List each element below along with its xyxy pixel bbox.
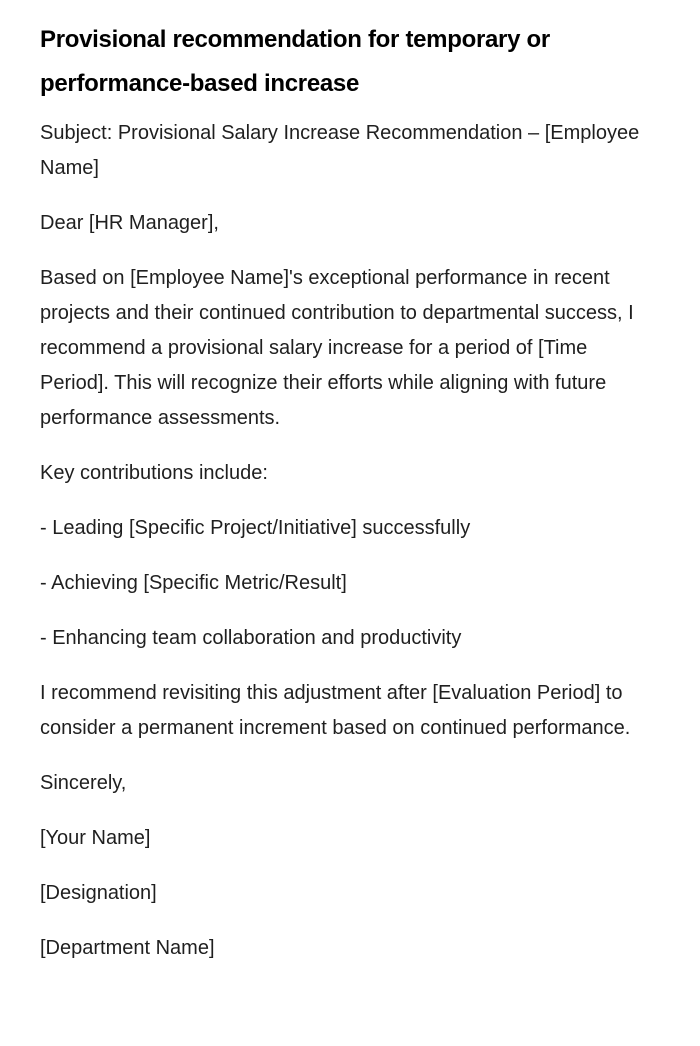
- contribution-item: - Achieving [Specific Metric/Result]: [40, 572, 347, 594]
- closing-paragraph: I recommend revisiting this adjustment after [Evaluation Period] to consider a permanent increment based on continued performance.: [40, 682, 631, 739]
- signature-department: [Department Name]: [40, 937, 215, 959]
- letter-document: [40, 18, 660, 986]
- signature-designation: [Designation]: [40, 882, 157, 904]
- body-paragraph: Based on [Employee Name]'s exceptional performance in recent projects and their continued contribution to departmental success, I recommend a provisional salary increase for a period of [Time Period]. This will recognize their efforts while aligning with future performance assessments.: [40, 267, 634, 429]
- contributions-intro: Key contributions include:: [40, 462, 268, 484]
- document-title: Provisional recommendation for temporary or performance-based increase: [40, 26, 550, 97]
- salutation: Dear [HR Manager],: [40, 212, 219, 234]
- subject-line: Subject: Provisional Salary Increase Recommendation – [Employee Name]: [40, 122, 640, 179]
- signature-name: [Your Name]: [40, 827, 151, 849]
- signoff: Sincerely,: [40, 772, 127, 794]
- contribution-item: - Leading [Specific Project/Initiative] successfully: [40, 517, 471, 539]
- contribution-item: - Enhancing team collaboration and productivity: [40, 627, 462, 649]
